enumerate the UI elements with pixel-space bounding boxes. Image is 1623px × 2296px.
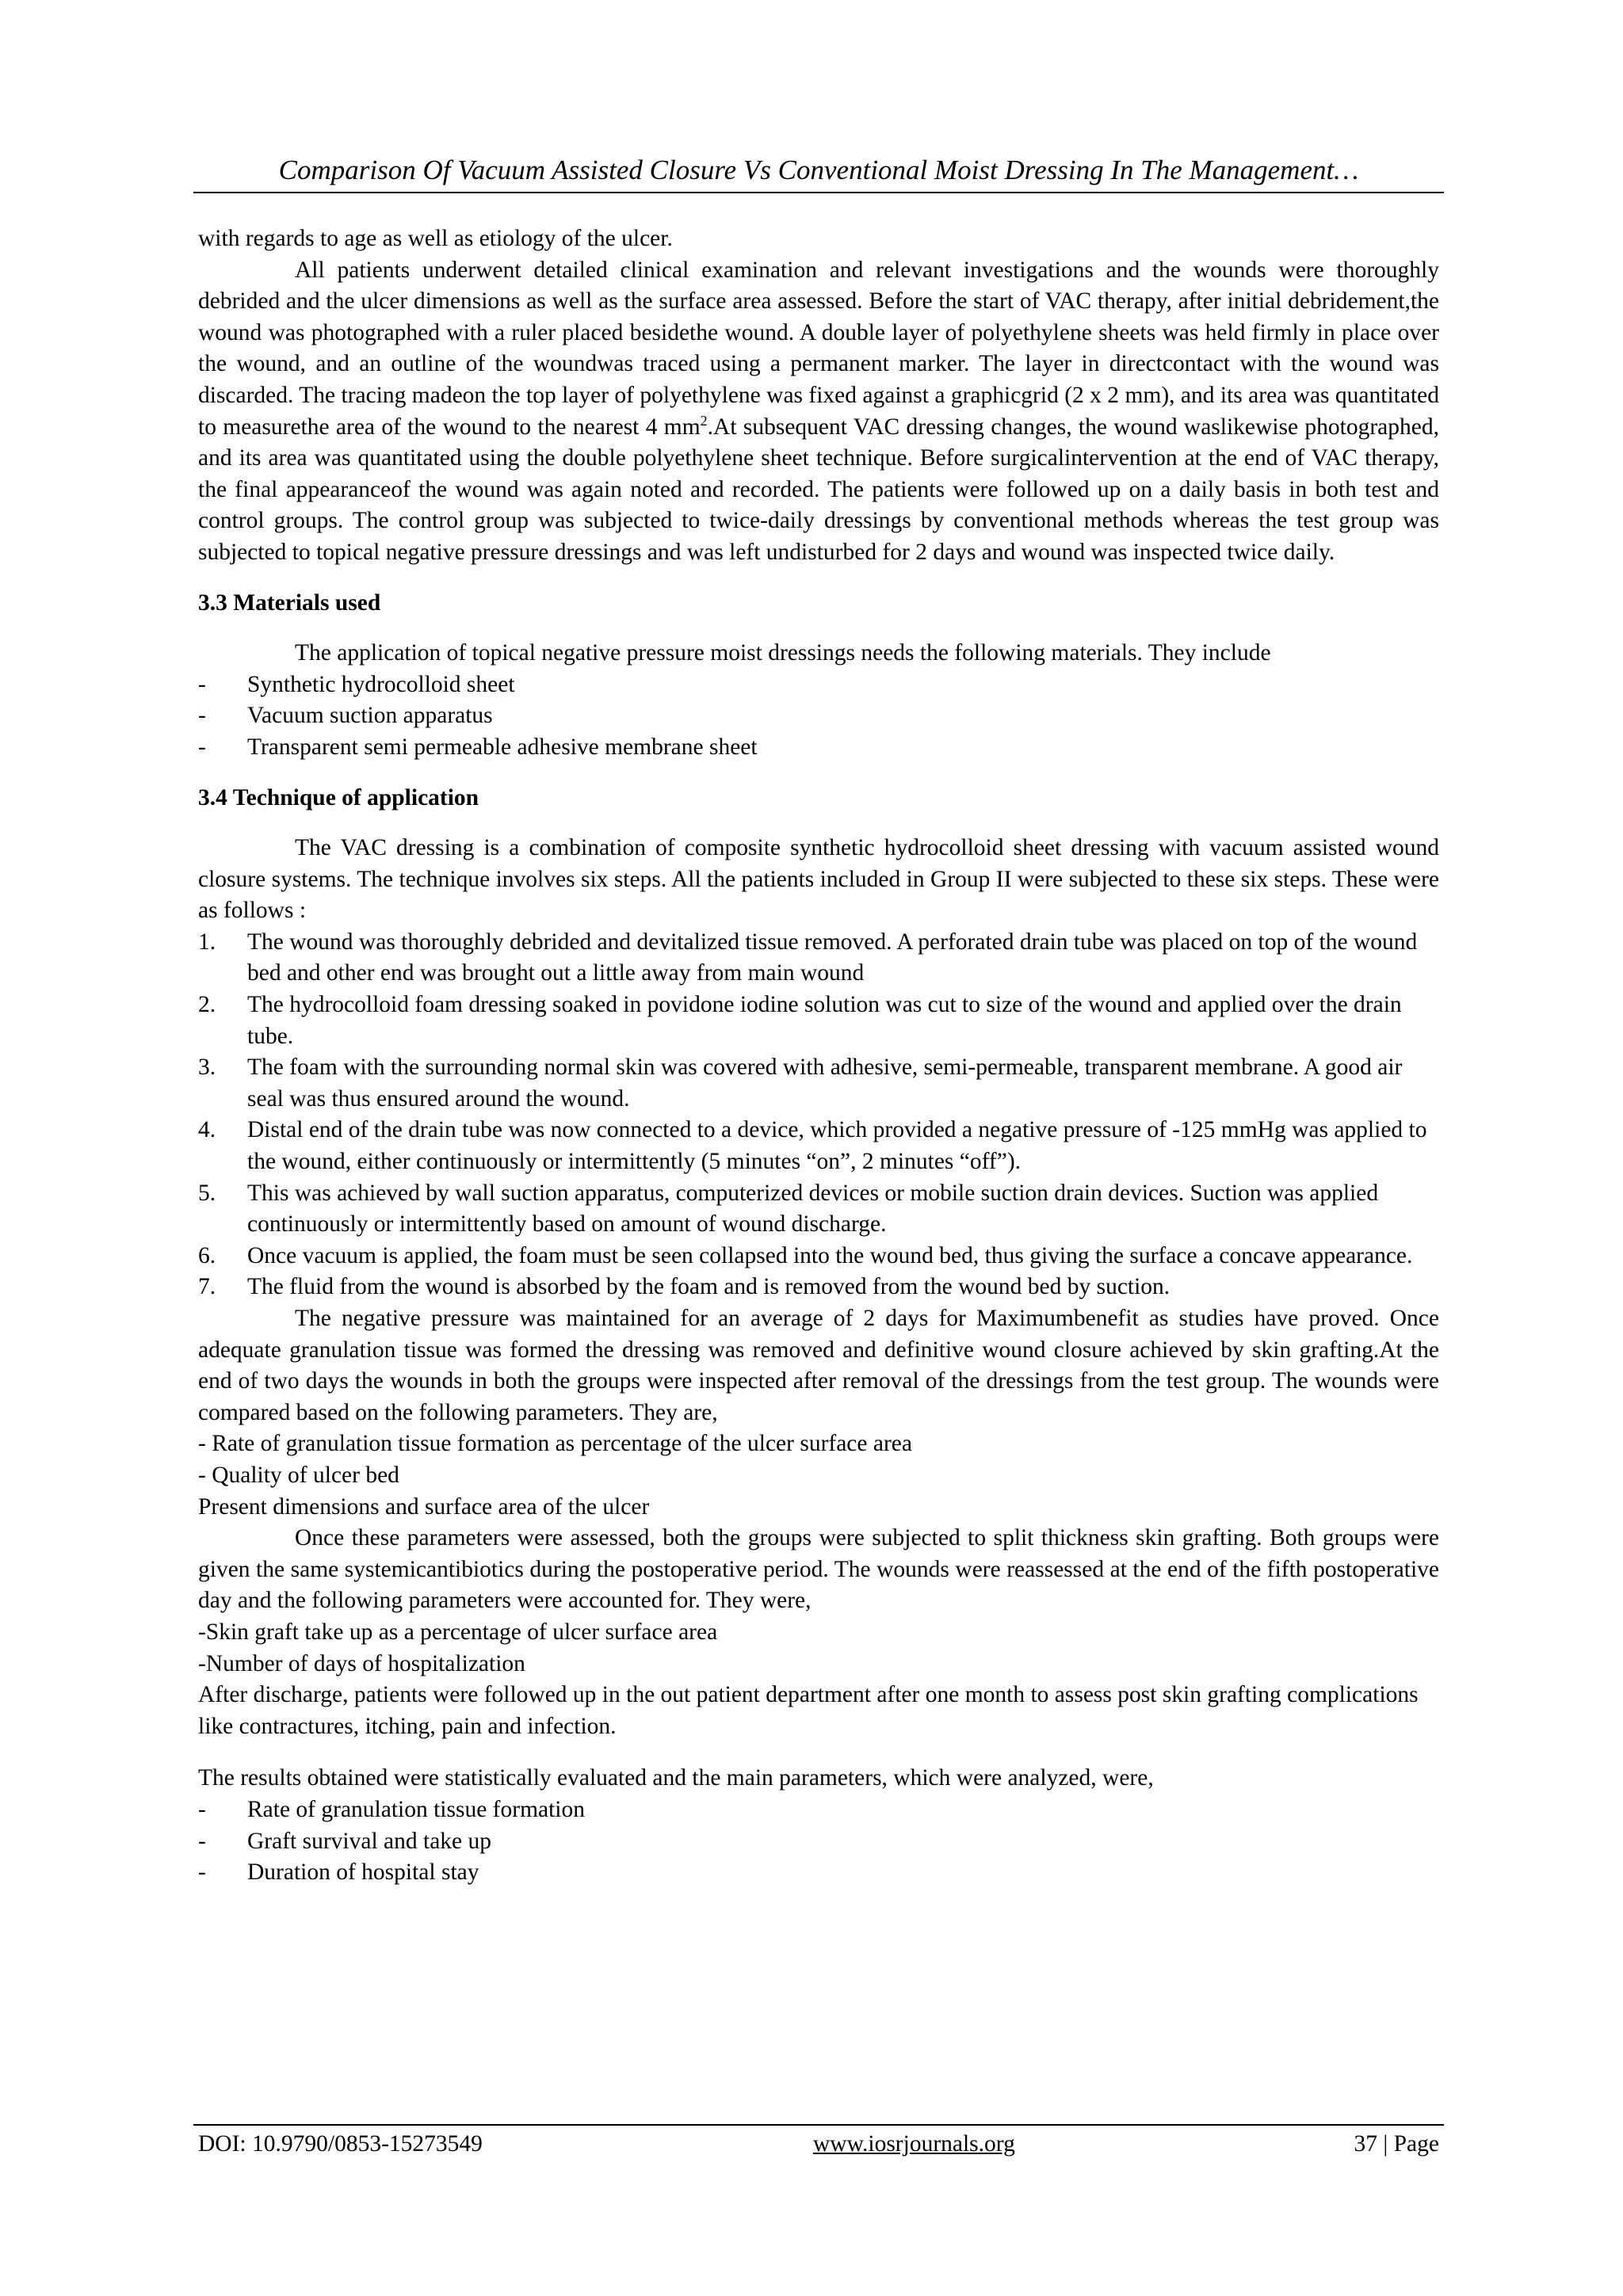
result-item: Duration of hospital stay — [247, 1859, 479, 1886]
parameter-line: - Rate of granulation tissue formation as percentage of the ulcer surface area — [198, 1431, 912, 1457]
bullet-mark: - — [198, 1796, 206, 1822]
footer-rule — [193, 2124, 1444, 2126]
footer-journal-link[interactable]: www.iosrjournals.org — [813, 2131, 1015, 2157]
bullet-mark: - — [198, 671, 206, 697]
step-text: This was achieved by wall suction apparatus, computerized devices or mobile suction drain devices. Suction was applied continuously or intermittently based on amount of wound discharge. — [247, 1180, 1379, 1238]
paragraph-materials: The application of topical negative pressure moist dressings needs the following materials. They include — [295, 640, 1271, 666]
running-header: Comparison Of Vacuum Assisted Closure Vs Conventional Moist Dressing In The Management… — [278, 154, 1359, 185]
step-text: Distal end of the drain tube was now connected to a device, which provided a negative pressure of -125 mmHg was applied to the wound, either continuously or intermittently (5 minutes “on”, 2 minutes “off”). — [247, 1117, 1427, 1175]
material-item: Transparent semi permeable adhesive membrane sheet — [247, 734, 758, 760]
list-item — [198, 1178, 1439, 1241]
parameter-line: -Number of days of hospitalization — [198, 1650, 525, 1676]
list-item — [198, 1794, 1439, 1826]
paragraph-discharge: After discharge, patients were followed up in the out patient department after one month to assess post skin grafting complications like contractures, itching, pain and infection. — [198, 1682, 1419, 1739]
heading-technique: 3.4 Technique of application — [198, 784, 479, 810]
heading-materials-used: 3.3 Materials used — [198, 589, 381, 616]
list-item — [198, 669, 1439, 701]
step-text: The fluid from the wound is absorbed by the foam and is removed from the wound bed by suction. — [247, 1274, 1170, 1300]
step-number: 2. — [198, 992, 216, 1018]
paragraph-pressure: The negative pressure was maintained for an average of 2 days for Maximumbenefit as studies have proved. Once adequate granulation tissue was formed the dressing was removed and definitive wound closure achieved by skin grafting.At the end of two days the wounds in both the groups were inspected after removal of the dressings from the test group. The wounds were compared based on the following parameters. They are, — [198, 1306, 1439, 1425]
material-item: Synthetic hydrocolloid sheet — [247, 671, 515, 697]
parameter-line: Present dimensions and surface area of the ulcer — [198, 1493, 650, 1520]
footer-page-number: 37 | Page — [1354, 2131, 1439, 2157]
article-body — [198, 223, 1439, 1889]
page-footer — [198, 2126, 1439, 2161]
list-item — [198, 1826, 1439, 1858]
step-text: The foam with the surrounding normal skin was covered with adhesive, semi-permeable, transparent membrane. A good air seal was thus ensured around the wound. — [247, 1055, 1403, 1112]
step-number: 4. — [198, 1117, 216, 1143]
bullet-mark: - — [198, 1828, 206, 1854]
step-text: The hydrocolloid foam dressing soaked in povidone iodine solution was cut to size of the wound and applied over the drain tube. — [247, 992, 1402, 1049]
bullet-mark: - — [198, 734, 206, 760]
parameter-line: - Quality of ulcer bed — [198, 1462, 399, 1488]
paragraph-examination — [198, 255, 1439, 569]
list-item — [198, 990, 1439, 1052]
step-text: Once vacuum is applied, the foam must be seen collapsed into the wound bed, thus giving the surface a concave appearance. — [247, 1242, 1413, 1268]
result-item: Graft survival and take up — [247, 1828, 492, 1854]
step-number: 5. — [198, 1180, 216, 1206]
list-item — [198, 1272, 1439, 1303]
bullet-mark: - — [198, 703, 206, 729]
paragraph-results: The results obtained were statistically evaluated and the main parameters, which were analyzed, were, — [198, 1765, 1154, 1791]
list-item — [198, 732, 1439, 764]
result-item: Rate of granulation tissue formation — [247, 1796, 586, 1822]
step-number: 3. — [198, 1055, 216, 1081]
footer-doi: DOI: 10.9790/0853-15273549 — [198, 2131, 483, 2157]
paragraph-examination-text: All patients underwent detailed clinical examination and relevant investigations and the wounds were thoroughly debrided and the ulcer dimensions as well as the surface area assessed. Before the start of VAC therapy, after initial debridement,the wound was photographed with a ruler placed besidethe wound. A double layer of polyethylene sheets was held firmly in place over the wound, and an outline of the woundwas traced using a permanent marker. The layer in directcontact with the wound was discarded. The tracing madeon the top layer of polyethylene was fixed against a graphicgrid (2 x 2 mm), and its area was quantitated to measurethe area of the wound to the nearest 4 mm — [198, 257, 1439, 440]
step-text: The wound was thoroughly debrided and devitalized tissue removed. A perforated drain tube was placed on top of the wound bed and other end was brought out a little away from main wound — [247, 929, 1418, 986]
list-item — [198, 1115, 1439, 1177]
list-item — [198, 1052, 1439, 1115]
bullet-mark: - — [198, 1859, 206, 1886]
step-number: 1. — [198, 929, 216, 955]
list-item — [198, 1857, 1439, 1889]
superscript-2: 2 — [700, 412, 708, 429]
material-item: Vacuum suction apparatus — [247, 703, 493, 729]
paragraph-technique: The VAC dressing is a combination of composite synthetic hydrocolloid sheet dressing with vacuum assisted wound closure systems. The technique involves six steps. All the patients included in Group II were subjected to these six steps. These were as follows : — [198, 835, 1439, 924]
paragraph-grafting: Once these parameters were assessed, both the groups were subjected to split thickness skin grafting. Both groups were given the same systemicantibiotics during the postoperative period. The wounds were reassessed at the end of the fifth postoperative day and the following parameters were accounted for. They were, — [198, 1525, 1439, 1614]
paragraph-examination-rest: .At subsequent VAC dressing changes, the wound waslikewise photographed, and its area was quantitated using the double polyethylene sheet technique. Before surgicalintervention at the end of VAC therapy, the final appearanceof the wound was again noted and recorded. The patients were followed up on a daily basis in both test and control groups. The control group was subjected to twice-daily dressings by conventional methods whereas the test group was subjected to topical negative pressure dressings and was left undisturbed for 2 days and wound was inspected twice daily. — [198, 414, 1439, 565]
list-item — [198, 927, 1439, 990]
paragraph-continuation: with regards to age as well as etiology of the ulcer. — [198, 226, 673, 251]
step-number: 6. — [198, 1242, 216, 1268]
paragraph-gap — [198, 1742, 1439, 1763]
header-rule — [193, 192, 1444, 193]
step-number: 7. — [198, 1274, 216, 1300]
list-item — [198, 1241, 1439, 1272]
parameter-line: -Skin graft take up as a percentage of ulcer surface area — [198, 1619, 718, 1645]
list-item — [198, 700, 1439, 732]
